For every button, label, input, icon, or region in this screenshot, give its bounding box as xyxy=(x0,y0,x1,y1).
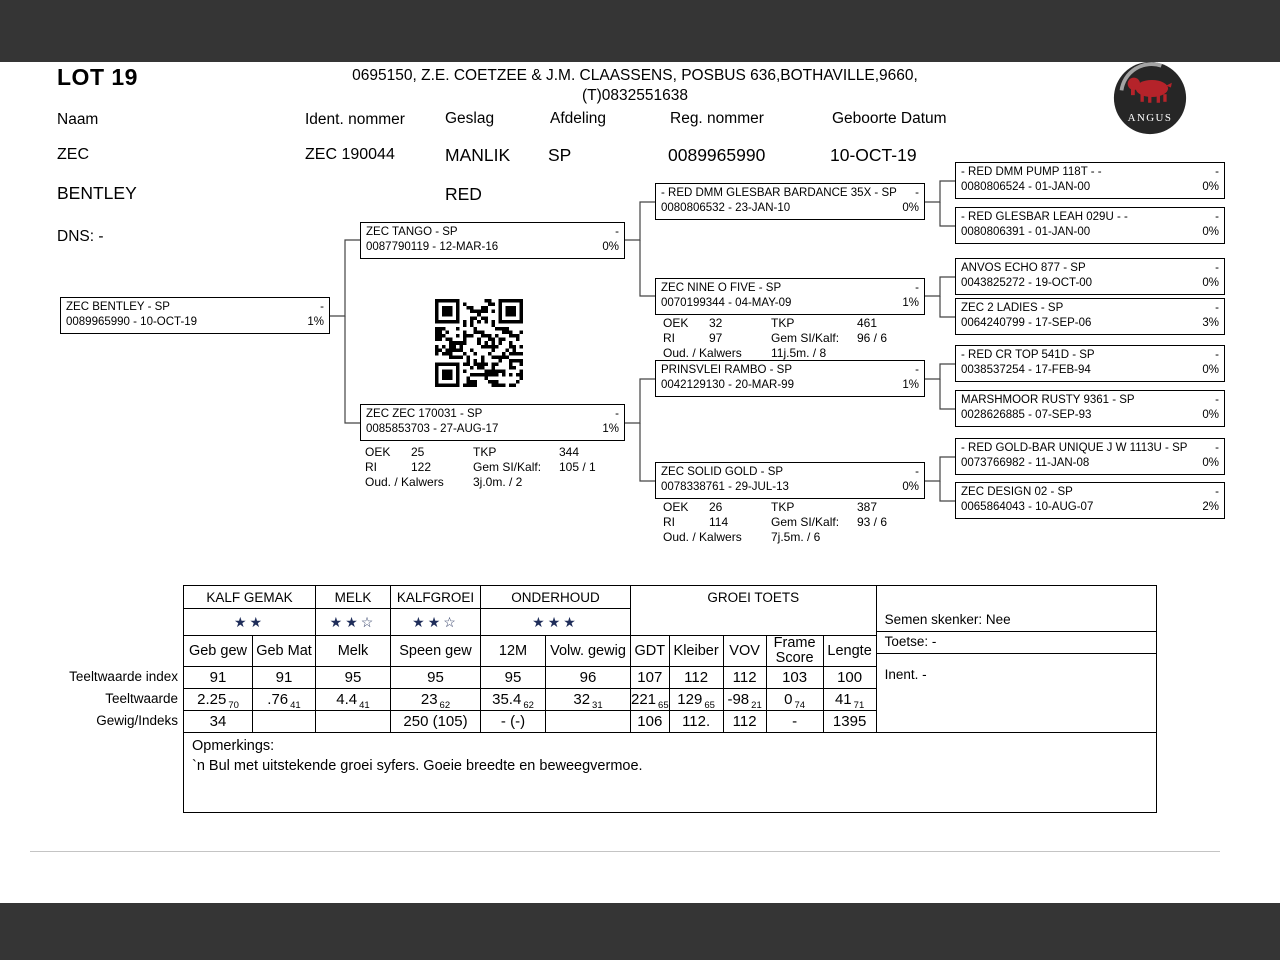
animal-reg-date: 0089965990 - 10-OCT-19 xyxy=(66,316,198,328)
lot-number: LOT 19 xyxy=(57,64,138,90)
accuracy-sub: 62 xyxy=(439,700,451,711)
geboorte-value: 10-OCT-19 xyxy=(830,145,917,165)
animal-reg-date: 0038537254 - 17-FEB-94 xyxy=(961,364,1091,376)
value-cell: 91 xyxy=(184,667,253,689)
side-spacer xyxy=(877,586,1156,610)
accuracy-sub: 21 xyxy=(751,700,762,711)
inbreeding-pct: 0% xyxy=(1202,457,1219,469)
address-line1: 0695150, Z.E. COETZEE & J.M. CLAASSENS, POSBUS 636,BOTHAVILLE,9660, xyxy=(352,67,918,84)
group-header: KALF GEMAK xyxy=(184,586,316,609)
column-header: Geb gew xyxy=(184,636,253,667)
inbreeding-pct: 1% xyxy=(602,423,619,435)
star-rating: ★★★ xyxy=(481,609,631,636)
inbreeding-pct: 0% xyxy=(1202,277,1219,289)
inbreeding-pct: 0% xyxy=(1202,181,1219,193)
inbreeding-dash: - xyxy=(1215,349,1219,361)
oud-label: Oud. / Kalwers xyxy=(365,475,444,489)
row-label-gewig-indeks: Gewig/Indeks xyxy=(96,713,178,728)
geslag-label: Geslag xyxy=(445,110,495,127)
value-cell: 103 xyxy=(766,667,823,689)
reg-label: Reg. nommer xyxy=(670,110,764,127)
oek-label: OEK xyxy=(663,316,689,330)
angus-logo-image xyxy=(1112,60,1188,136)
bottom-dark-bar xyxy=(0,903,1280,960)
reg-value: 0089965990 xyxy=(668,145,766,165)
row-label-teeltwaarde: Teeltwaarde xyxy=(105,691,178,706)
geboorte-label: Geboorte Datum xyxy=(832,110,947,127)
pedigree-box-ggp-2 xyxy=(955,207,1225,244)
animal-reg-date: 0080806391 - 01-JAN-00 xyxy=(961,226,1091,238)
pedigree-box-ggp-4 xyxy=(955,298,1225,335)
semen-skenker: Semen skenker: Nee xyxy=(877,610,1156,632)
inbreeding-pct: 0% xyxy=(602,241,619,253)
dns-value: DNS: - xyxy=(57,228,104,245)
star-rating: ★★☆ xyxy=(391,609,481,636)
inbreeding-dash: - xyxy=(1215,394,1219,406)
value-cell: 2.25 $_{70}$ xyxy=(184,689,253,711)
value-cell: 221 $_{65}$ xyxy=(631,689,670,711)
accuracy-sub: 41 xyxy=(359,700,370,711)
value-cell xyxy=(253,711,316,733)
column-header: GDT xyxy=(631,636,670,667)
inbreeding-dash: - xyxy=(915,466,919,478)
value-cell: 112 xyxy=(669,667,723,689)
column-header: Geb Mat xyxy=(253,636,316,667)
value-cell: 32 $_{31}$ xyxy=(546,689,631,711)
accuracy-sub: 62 xyxy=(523,700,534,711)
opmerkings-box xyxy=(184,733,1157,813)
afdeling-label: Afdeling xyxy=(550,110,607,127)
inbreeding-dash: - xyxy=(615,408,619,420)
column-header: Lengte xyxy=(823,636,876,667)
inbreeding-dash: - xyxy=(320,301,324,313)
group-header-groei-toets: GROEI TOETS xyxy=(631,586,877,636)
animal-name: ZEC BENTLEY - SP xyxy=(66,301,170,313)
gem-label: Gem SI/Kalf: xyxy=(771,515,840,529)
qr-code xyxy=(435,299,523,387)
gem-value: 96 / 6 xyxy=(857,331,888,345)
animal-reg-date: 0043825272 - 19-OCT-00 xyxy=(961,277,1093,289)
column-header: Kleiber xyxy=(669,636,723,667)
accuracy-sub: 41 xyxy=(290,700,301,711)
animal-name: ZEC 2 LADIES - SP xyxy=(961,302,1064,314)
animal-name: PRINSVLEI RAMBO - SP xyxy=(661,364,793,376)
animal-reg-date: 0042129130 - 20-MAR-99 xyxy=(661,379,794,391)
pedigree-box-sire-dam xyxy=(655,278,925,315)
value-cell: 34 xyxy=(184,711,253,733)
value-cell: .76 $_{41}$ xyxy=(253,689,316,711)
value-cell: 112 xyxy=(723,667,766,689)
pedigree-box-ggp-8 xyxy=(955,482,1225,519)
opmerkings-text: `n Bul met uitstekende groei syfers. Goeie breedte en beweegvermoe. xyxy=(192,758,643,774)
inbreeding-dash: - xyxy=(1215,486,1219,498)
oek-value: 25 xyxy=(411,445,425,459)
logo-text: ANGUS xyxy=(1127,111,1173,124)
animal-reg-date: 0070199344 - 04-MAY-09 xyxy=(661,297,792,309)
value-cell: 91 xyxy=(253,667,316,689)
stats-dam xyxy=(365,445,620,490)
inbreeding-pct: 1% xyxy=(307,316,324,328)
animal-name: ZEC ZEC 170031 - SP xyxy=(366,408,483,420)
column-header: 12M xyxy=(481,636,546,667)
value-cell: 112 xyxy=(723,711,766,733)
ident-value: ZEC 190044 xyxy=(305,146,395,163)
value-cell: 1395 xyxy=(823,711,876,733)
pedigree-box-sire xyxy=(360,222,625,259)
ri-label: RI xyxy=(663,515,675,529)
oek-label: OEK xyxy=(663,500,689,514)
naam-value-line1: ZEC xyxy=(57,146,89,163)
colour-value: RED xyxy=(445,184,482,204)
group-header: MELK xyxy=(316,586,391,609)
column-header: Melk xyxy=(316,636,391,667)
pedigree-box-ggp-5 xyxy=(955,345,1225,382)
animal-name: ZEC SOLID GOLD - SP xyxy=(661,466,784,478)
animal-name: - RED DMM GLESBAR BARDANCE 35X - SP xyxy=(661,187,897,199)
side-panel xyxy=(876,586,1156,733)
inbreeding-dash: - xyxy=(915,187,919,199)
value-cell xyxy=(546,711,631,733)
value-cell: 95 xyxy=(316,667,391,689)
afdeling-value: SP xyxy=(548,145,572,165)
value-cell: 95 xyxy=(391,667,481,689)
inbreeding-pct: 3% xyxy=(1202,317,1219,329)
inbreeding-dash: - xyxy=(1215,442,1219,454)
inbreeding-pct: 0% xyxy=(1202,364,1219,376)
breeder-address xyxy=(310,66,960,106)
value-cell: 96 xyxy=(546,667,631,689)
angus-logo xyxy=(1112,60,1188,136)
animal-reg-date: 0064240799 - 17-SEP-06 xyxy=(961,317,1092,329)
pedigree-box-ggp-6 xyxy=(955,390,1225,427)
oek-label: OEK xyxy=(365,445,391,459)
toetse: Toetse: - xyxy=(877,632,1156,654)
ri-label: RI xyxy=(663,331,675,345)
accuracy-sub: 31 xyxy=(592,700,603,711)
column-header: VOV xyxy=(723,636,766,667)
tkp-label: TKP xyxy=(771,500,795,514)
geslag-value: MANLIK xyxy=(445,145,511,165)
oek-value: 26 xyxy=(709,500,723,514)
animal-reg-date: 0028626885 - 07-SEP-93 xyxy=(961,409,1092,421)
inbreeding-pct: 0% xyxy=(1202,409,1219,421)
animal-reg-date: 0087790119 - 12-MAR-16 xyxy=(366,241,499,253)
row-label-teeltwaarde-index: Teeltwaarde index xyxy=(69,669,178,684)
accuracy-sub: 70 xyxy=(228,700,239,711)
animal-name: ZEC NINE O FIVE - SP xyxy=(661,282,782,294)
inbreeding-pct: 0% xyxy=(902,202,919,214)
stats-dam-dam xyxy=(663,500,918,545)
value-cell: 106 xyxy=(631,711,670,733)
pedigree-box-dam xyxy=(360,404,625,441)
column-header: Frame Score xyxy=(766,636,823,667)
naam-label: Naam xyxy=(57,111,99,128)
ri-value: 122 xyxy=(411,460,432,474)
animal-reg-date: 0065864043 - 10-AUG-07 xyxy=(961,501,1094,513)
gem-label: Gem SI/Kalf: xyxy=(771,331,840,345)
column-header: Speen gew xyxy=(391,636,481,667)
animal-reg-date: 0078338761 - 29-JUL-13 xyxy=(661,481,789,493)
star-rating: ★★☆ xyxy=(316,609,391,636)
animal-reg-date: 0073766982 - 11-JAN-08 xyxy=(961,457,1090,469)
animal-name: ZEC DESIGN 02 - SP xyxy=(961,486,1073,498)
animal-reg-date: 0080806524 - 01-JAN-00 xyxy=(961,181,1091,193)
tkp-label: TKP xyxy=(473,445,497,459)
top-dark-bar xyxy=(0,0,1280,62)
pedigree-box-dam-dam xyxy=(655,462,925,499)
value-cell: 95 xyxy=(481,667,546,689)
address-line2: (T)0832551638 xyxy=(582,87,688,104)
ri-value: 97 xyxy=(709,331,723,345)
value-cell: 100 xyxy=(823,667,876,689)
animal-reg-date: 0085853703 - 27-AUG-17 xyxy=(366,423,499,435)
animal-name: - RED DMM PUMP 118T - - xyxy=(961,166,1102,178)
animal-name: - RED CR TOP 541D - SP xyxy=(961,349,1095,361)
inbreeding-dash: - xyxy=(1215,166,1219,178)
value-cell: 41 $_{71}$ xyxy=(823,689,876,711)
accuracy-sub: 65 xyxy=(658,700,669,711)
value-cell: 0 $_{74}$ xyxy=(766,689,823,711)
star-rating: ★★ xyxy=(184,609,316,636)
pedigree-box-ggp-1 xyxy=(955,162,1225,199)
oek-value: 32 xyxy=(709,316,723,330)
breeding-values-table xyxy=(183,585,1157,813)
gem-label: Gem SI/Kalf: xyxy=(473,460,542,474)
inbreeding-dash: - xyxy=(1215,302,1219,314)
group-header: ONDERHOUD xyxy=(481,586,631,609)
gem-value: 93 / 6 xyxy=(857,515,888,529)
inbreeding-dash: - xyxy=(1215,262,1219,274)
breeding-values-area xyxy=(183,585,1157,813)
animal-name: ZEC TANGO - SP xyxy=(366,226,458,238)
animal-reg-date: 0080806532 - 23-JAN-10 xyxy=(661,202,791,214)
tkp-value: 387 xyxy=(857,500,878,514)
accuracy-sub: 74 xyxy=(794,700,806,711)
value-cell: 35.4 $_{62}$ xyxy=(481,689,546,711)
inbreeding-pct: 1% xyxy=(902,297,919,309)
animal-name: MARSHMOOR RUSTY 9361 - SP xyxy=(961,394,1135,406)
inbreeding-pct: 0% xyxy=(1202,226,1219,238)
opmerkings-label: Opmerkings: xyxy=(192,738,275,754)
pedigree-box-sire-sire xyxy=(655,183,925,220)
oud-label: Oud. / Kalwers xyxy=(663,346,742,360)
gem-value: 105 / 1 xyxy=(559,460,596,474)
value-cell: 250 (105) xyxy=(391,711,481,733)
tkp-label: TKP xyxy=(771,316,795,330)
inent: Inent. - xyxy=(884,667,927,682)
tkp-value: 344 xyxy=(559,445,580,459)
inbreeding-pct: 0% xyxy=(902,481,919,493)
tkp-value: 461 xyxy=(857,316,878,330)
ri-value: 114 xyxy=(709,515,729,529)
stats-sire-dam xyxy=(663,316,918,361)
footer-separator xyxy=(30,851,1220,852)
group-header: KALFGROEI xyxy=(391,586,481,609)
age-value: 7j.5m. / 6 xyxy=(771,530,821,544)
oud-label: Oud. / Kalwers xyxy=(663,530,742,544)
accuracy-sub: 65 xyxy=(704,700,715,711)
age-value: 3j.0m. / 2 xyxy=(473,475,523,489)
value-cell: - xyxy=(766,711,823,733)
value-cell: 23 $_{62}$ xyxy=(391,689,481,711)
value-cell: -98 $_{21}$ xyxy=(723,689,766,711)
pedigree-box-dam-sire xyxy=(655,360,925,397)
ri-label: RI xyxy=(365,460,377,474)
animal-name: - RED GLESBAR LEAH 029U - - xyxy=(961,211,1128,223)
age-value: 11j.5m. / 8 xyxy=(771,346,827,360)
pedigree-box-ggp-3 xyxy=(955,258,1225,295)
inbreeding-dash: - xyxy=(915,282,919,294)
inbreeding-dash: - xyxy=(1215,211,1219,223)
accuracy-sub: 71 xyxy=(853,700,865,711)
inbreeding-dash: - xyxy=(915,364,919,376)
animal-name: ANVOS ECHO 877 - SP xyxy=(961,262,1086,274)
value-cell: 107 xyxy=(631,667,670,689)
column-header: Volw. gewig xyxy=(546,636,631,667)
pedigree-box-ggp-7 xyxy=(955,438,1225,475)
animal-name: - RED GOLD-BAR UNIQUE J W 1113U - SP xyxy=(961,442,1188,454)
naam-value-line2: BENTLEY xyxy=(57,183,137,203)
value-cell xyxy=(316,711,391,733)
inbreeding-pct: 1% xyxy=(902,379,919,391)
inbreeding-dash: - xyxy=(615,226,619,238)
value-cell: 4.4 $_{41}$ xyxy=(316,689,391,711)
inbreeding-pct: 2% xyxy=(1202,501,1219,513)
value-cell: 129 $_{65}$ xyxy=(669,689,723,711)
value-cell: 112. xyxy=(669,711,723,733)
ident-label: Ident. nommer xyxy=(305,111,405,128)
pedigree-box-animal xyxy=(60,297,330,334)
value-cell: - (-) xyxy=(481,711,546,733)
